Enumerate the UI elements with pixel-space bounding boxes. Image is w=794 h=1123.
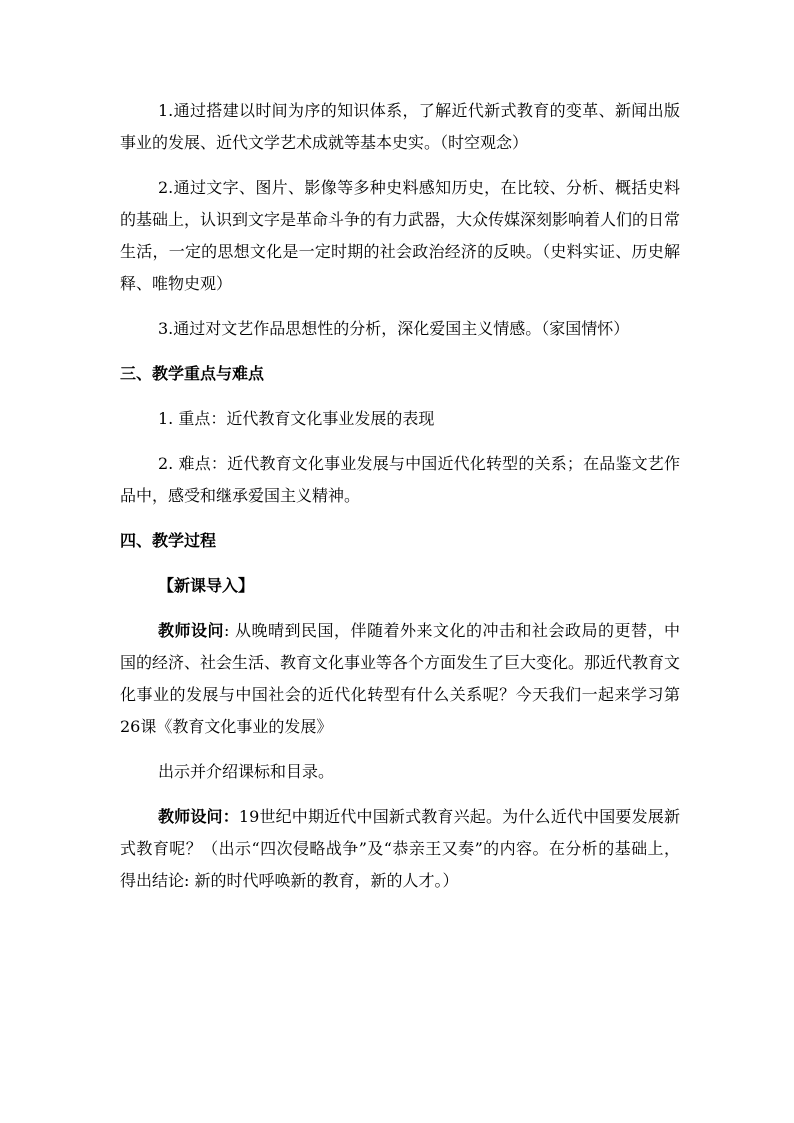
key-point: 1. 重点：近代教育文化事业发展的表现 [158, 409, 435, 428]
objective-2: 2.通过文字、图片、影像等多种史料感知历史，在比较、分析、概括史料的基础上，认识到文字是革命斗争的有力武器，大众传媒深刻影响着人们的日常生活，一定的思想文化是一定时期的社会政治经济的反映。（史料实证、历史解释、唯物史观） [120, 178, 681, 293]
teacher-question-2 [120, 801, 680, 897]
section-3-heading: 三、教学重点与难点 [120, 364, 265, 383]
teacher-question-label: 教师设问 [158, 621, 225, 640]
objective-3: 3.通过对文艺作品思想性的分析，深化爱国主义情感。（家国情怀） [158, 319, 630, 338]
teacher-question-text: : 从晚晴到民国，伴随着外来文化的冲击和社会政局的更替，中国的经济、社会生活、教育文化事业等各个方面发生了巨大变化。那近代教育文化事业的发展与中国社会的近代化转型有什么关系呢？今天我们一起来学习第26课《教育文化事业的发展》 [120, 621, 681, 736]
section-4-heading: 四、教学过程 [120, 531, 217, 550]
new-lesson-intro-heading: 【新课导入】 [158, 576, 255, 595]
objective-1: 1.通过搭建以时间为序的知识体系，了解近代新式教育的变革、新闻出版事业的发展、近代文学艺术成就等基本史实。（时空观念） [120, 101, 680, 152]
teacher-question-label: 教师设问： [158, 807, 239, 826]
teacher-question-1 [120, 615, 680, 743]
difficult-point: 2. 难点：近代教育文化事业发展与中国近代化转型的关系；在品鉴文艺作品中，感受和继承爱国主义精神。 [120, 454, 680, 505]
teacher-question-text: 19世纪中期近代中国新式教育兴起。为什么近代中国要发展新式教育呢？（出示“四次侵略战争”及“恭亲王又奏”的内容。在分析的基础上，得出结论: 新的时代呼唤新的教育，新的人才。） [120, 807, 680, 890]
show-curriculum-paragraph: 出示并介绍课标和目录。 [158, 762, 335, 781]
page-content [120, 95, 680, 897]
